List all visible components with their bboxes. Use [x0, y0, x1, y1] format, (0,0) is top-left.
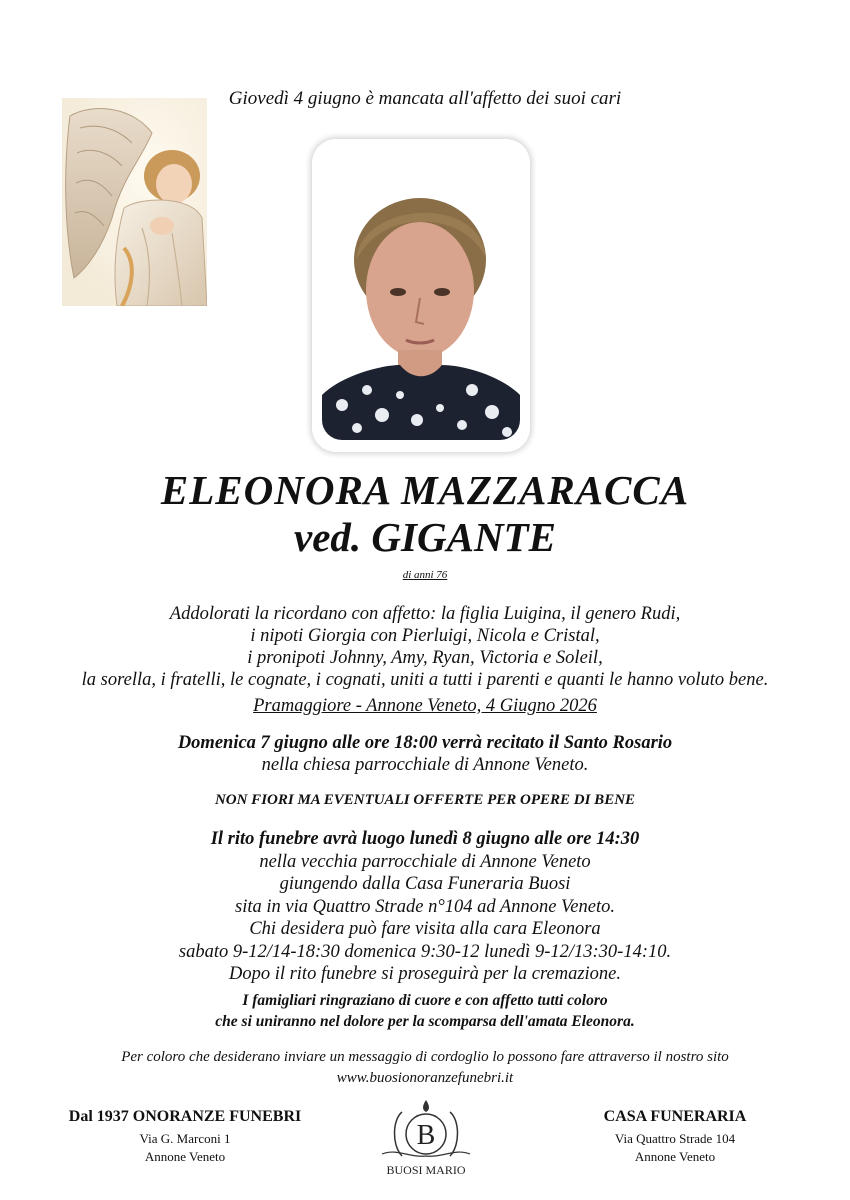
announcement-text: Giovedì 4 giugno è mancata all'affetto dei suoi cari [228, 88, 622, 109]
thanks-line: che si uniranno nel dolore per la scomparsa dell'amata Eleonora. [215, 1013, 635, 1030]
widow-of-name: ved. GIGANTE [294, 514, 556, 560]
buosi-mario-logo [372, 1098, 480, 1180]
place-date: Pramaggiore - Annone Veneto, 4 Giugno 2026 [253, 696, 597, 716]
funeral-line: Dopo il rito funebre si proseguirà per la cremazione. [228, 964, 622, 984]
thanks-paragraph [0, 990, 850, 1032]
company-address [60, 1130, 310, 1166]
rosary-headline: Domenica 7 giugno alle ore 18:00 verrà recitato il Santo Rosario [177, 733, 673, 753]
address-line: Annone Veneto [634, 1149, 716, 1164]
mourners-line: i pronipoti Johnny, Amy, Ryan, Victoria e Soleil, [247, 648, 603, 668]
angel-illustration [62, 98, 207, 306]
funeral-section [0, 828, 850, 986]
mourners-paragraph [0, 603, 850, 691]
website-note-text: Per coloro che desiderano inviare un messaggio di cordoglio lo possono fare attraverso il nostro sito [121, 1049, 729, 1065]
address-line: Annone Veneto [144, 1149, 226, 1164]
mourners-line: Addolorati la ricordano con affetto: la figlia Luigina, il genero Rudi, [169, 604, 681, 624]
funeral-line: sabato 9-12/14-18:30 domenica 9:30-12 lunedì 9-12/13:30-14:10. [178, 941, 672, 962]
no-flowers-notice: NON FIORI MA EVENTUALI OFFERTE PER OPERE DI BENE [214, 792, 636, 808]
funeral-headline: Il rito funebre avrà luogo lunedì 8 giugno alle ore 14:30 [210, 829, 640, 849]
footer-right-company [555, 1108, 795, 1166]
website-link[interactable]: www.buosionoranzefunebri.it [336, 1070, 514, 1086]
funeral-line: nella vecchia parrocchiale di Annone Veneto [259, 851, 591, 872]
company-title: CASA FUNERARIA [603, 1108, 747, 1125]
website-note [0, 1047, 850, 1089]
age-text: di anni 76 [402, 569, 448, 581]
mourners-line: la sorella, i fratelli, le cognate, i cognati, uniti a tutti i parenti e quanti le hanno voluto bene. [81, 670, 769, 690]
logo-letter: B [416, 1120, 436, 1151]
address-line: Via G. Marconi 1 [139, 1131, 231, 1146]
logo-text: BUOSI MARIO [386, 1163, 466, 1177]
company-title: Dal 1937 ONORANZE FUNEBRI [68, 1108, 302, 1125]
address-line: Via Quattro Strade 104 [614, 1131, 736, 1146]
thanks-line: I famigliari ringraziano di cuore e con affetto tutti coloro [242, 992, 608, 1009]
footer-left-company [60, 1108, 310, 1166]
company-address [555, 1130, 795, 1166]
funeral-line: sita in via Quattro Strade n°104 ad Annone Veneto. [235, 896, 615, 917]
deceased-name: ELEONORA MAZZARACCA [160, 467, 690, 513]
funeral-line: giungendo dalla Casa Funeraria Buosi [279, 874, 571, 894]
rosary-section [0, 732, 850, 776]
rosary-location: nella chiesa parrocchiale di Annone Veneto. [261, 755, 589, 775]
portrait-photo [322, 150, 520, 440]
mourners-line: i nipoti Giorgia con Pierluigi, Nicola e Cristal, [250, 626, 600, 646]
funeral-line: Chi desidera può fare visita alla cara Eleonora [249, 919, 601, 939]
